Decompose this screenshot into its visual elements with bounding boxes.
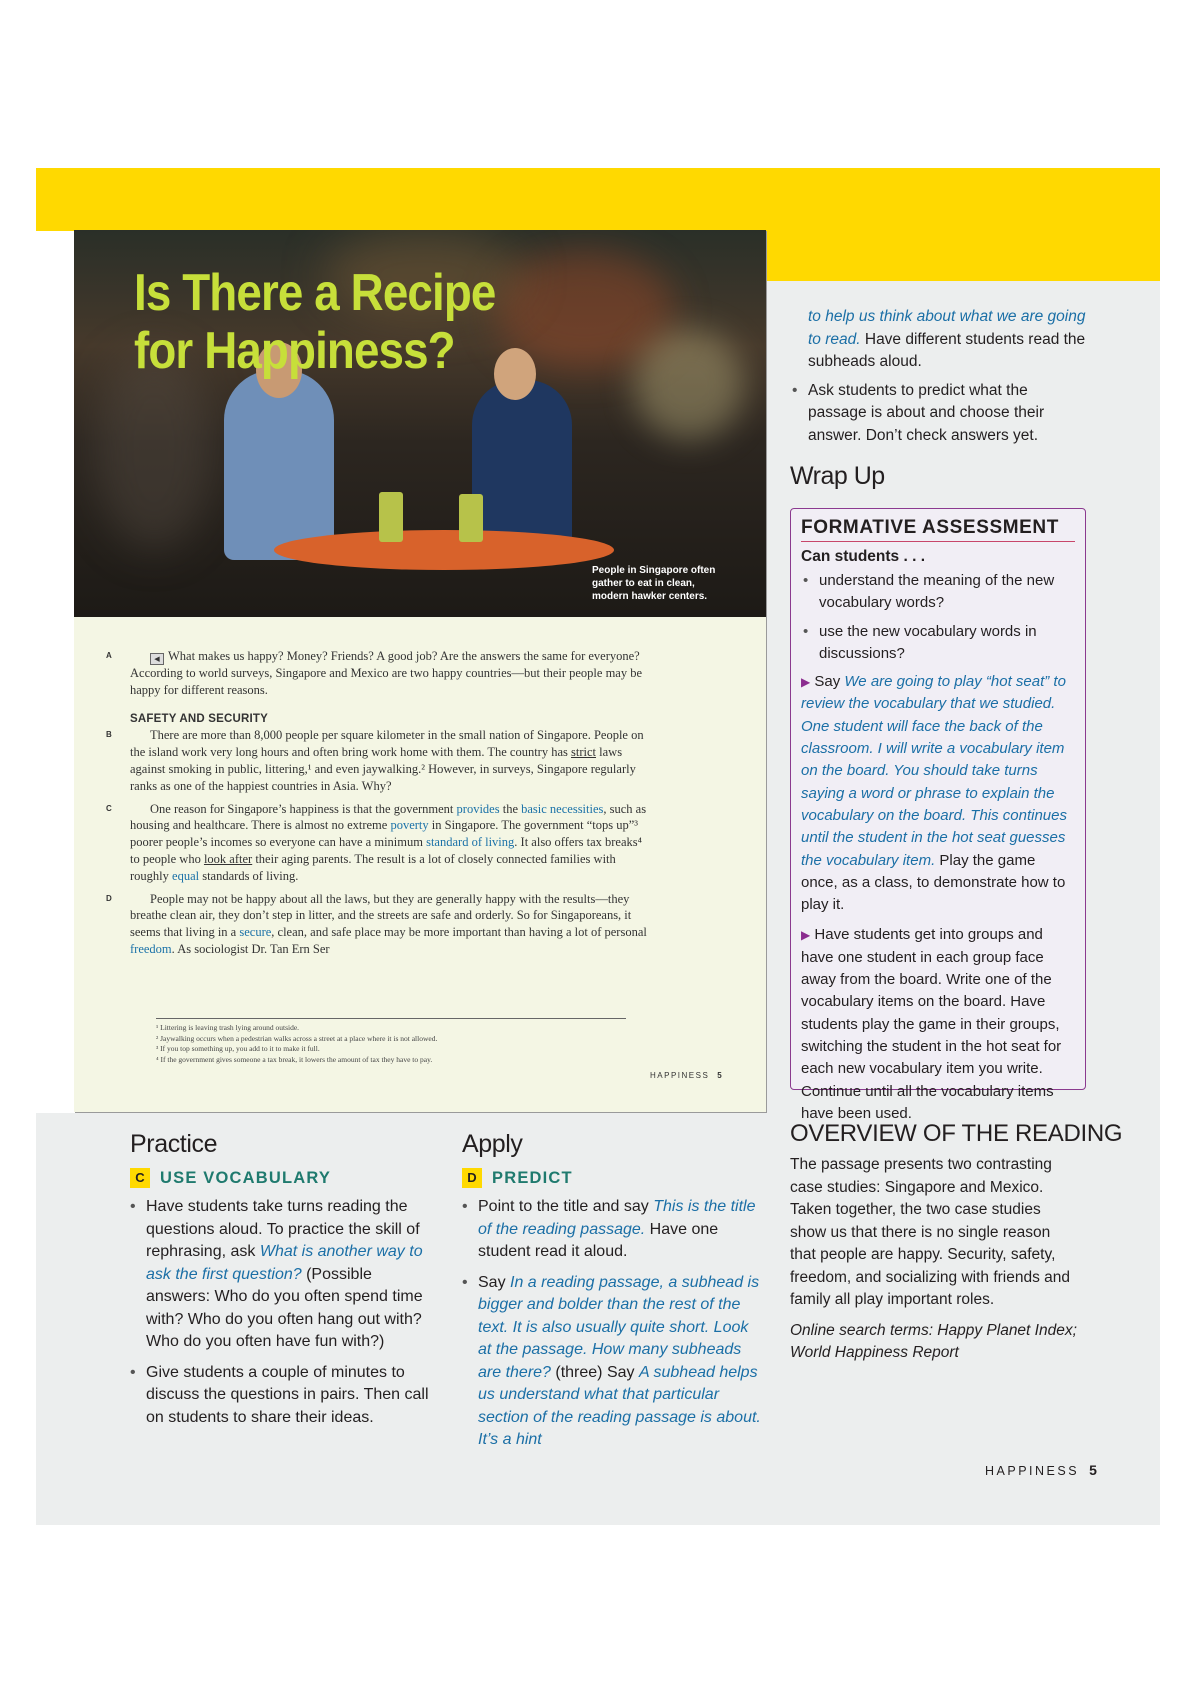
page-folio: HAPPINESS 5 bbox=[985, 1462, 1097, 1478]
fa-bullet: • understand the meaning of the new vocabulary words? bbox=[801, 570, 1075, 615]
fa-instruction-2: ▶ Have students get into groups and have one student in each group face away from the board. Write one of the vocabulary items on the board. Have students play the game in their groups, switching the student in the hot seat for each new vocabulary item you write. Continue until all the vocabulary items have been used. bbox=[801, 926, 1062, 1122]
photo-caption: People in Singapore often gather to eat in clean, modern hawker centers. bbox=[592, 565, 716, 602]
play-triangle-icon: ▶ bbox=[801, 675, 811, 690]
vocab-term: basic necessities bbox=[521, 801, 604, 816]
practice-bullet: • Give students a couple of minutes to discuss the questions in pairs. Then call on students to share their ideas. bbox=[128, 1362, 433, 1430]
man-figure bbox=[224, 370, 334, 560]
vocab-term: look after bbox=[203, 851, 253, 866]
vocab-term: freedom bbox=[130, 941, 172, 956]
footnote: ² Jaywalking occurs when a pedestrian walks across a street at a place where it is not allowed. bbox=[156, 1033, 438, 1043]
paragraph-letter: D bbox=[106, 893, 112, 903]
footnote: ⁴ If the government gives someone a tax break, it lowers the amount of tax they have to pay. bbox=[156, 1054, 433, 1064]
drink-cup bbox=[379, 492, 403, 542]
play-triangle-icon: ▶ bbox=[801, 928, 811, 943]
paragraph-letter: A bbox=[106, 651, 112, 660]
wrap-up-heading: Wrap Up bbox=[790, 462, 885, 490]
subhead-safety: SAFETY AND SECURITY bbox=[130, 712, 268, 725]
vocab-term: secure bbox=[239, 925, 272, 940]
vocab-term: strict bbox=[571, 745, 597, 760]
paragraph-a: A ◀ What makes us happy? Money? Friends? A good job? Are the answers the same for everyone? According to world surveys, Singapore and Mexico are two happy countries—but their people may be happy for different reasons. bbox=[106, 649, 643, 697]
apply-bullet: • Point to the title and say This is the title of the reading passage. Have one student read it aloud. bbox=[460, 1196, 765, 1264]
footnote: ³ If you top something up, you add to it to make it full. bbox=[156, 1044, 320, 1053]
practice-bullet: • Have students take turns reading the questions aloud. To practice the skill of rephrasing, ask What is another way to ask the first question? (Possible answers: Who do you often spend time with? Who do you often hang out with? Who do you often have fun with?) bbox=[128, 1196, 433, 1354]
overview-heading: OVERVIEW OF THE READING bbox=[790, 1120, 1123, 1147]
activity-c-label: C USE VOCABULARY bbox=[130, 1168, 331, 1188]
vocab-term: poverty bbox=[390, 818, 429, 833]
table bbox=[274, 530, 614, 570]
paragraph-d: D People may not be happy about all the laws, but they are generally happy with the results—they breathe clean air, they don’t step in litter, and the streets are safe and orderly. So for Singaporeans, it seems that living in a secure, clean, and safe place may be more important than having a lot of personal freedom. As sociologist Dr. Tan Ern Ser bbox=[106, 891, 647, 956]
page-gutter bbox=[36, 231, 76, 1113]
predict-continuation: to help us think about what we are going to read. Have different students read the subheads aloud. • Ask students to predict what the passage is about and choose their answer. Don’t check answers yet. bbox=[790, 306, 1090, 453]
reading-passage bbox=[106, 648, 650, 964]
predict-bullet: • Ask students to predict what the passage is about and choose their answer. Don’t check answers yet. bbox=[790, 380, 1090, 448]
inner-page-folio: HAPPINESS 5 bbox=[650, 1071, 722, 1080]
apply-bullet: • Say In a reading passage, a subhead is bigger and bolder than the rest of the text. It is also usually quite short. Look at the passage. How many subheads are there? (three) Say A subhead helps us understand what that particular section of the reading passage is about. It’s a hint bbox=[460, 1272, 765, 1452]
audio-icon[interactable]: ◀ bbox=[150, 653, 164, 665]
fa-instruction-1: ▶ Say We are going to play “hot seat” to review the vocabulary that we studied. One student will face the back of the classroom. I will write a vocabulary item on the board. You should take turns saying a word or phrase to explain the vocabulary on the board. This continues until the student in the hot seat guesses the vocabulary item. Play the game once, as a class, to demonstrate how to play it. bbox=[801, 673, 1067, 914]
footnote: ¹ Littering is leaving trash lying around outside. bbox=[156, 1023, 300, 1032]
paragraph-c: C One reason for Singapore’s happiness is that the government provides the basic necessities, such as housing and healthcare. There is almost no extreme poverty in Singapore. The government “tops up”³ poorer people’s incomes so everyone can have a minimum standard of living. It also offers tax breaks⁴ to people who look after their aging parents. The result is a lot of closely connected families with roughly equal standards of living. bbox=[106, 801, 647, 883]
vocab-term: standard of living bbox=[426, 835, 515, 850]
practice-heading: Practice bbox=[130, 1130, 218, 1158]
fa-bullet-list bbox=[801, 570, 1075, 665]
paragraph-letter: C bbox=[106, 803, 112, 813]
apply-heading: Apply bbox=[462, 1130, 523, 1158]
activity-badge: D bbox=[462, 1168, 482, 1188]
apply-body bbox=[460, 1196, 765, 1460]
overview-body: The passage presents two contrasting case studies: Singapore and Mexico. Taken together, the two case studies show us that there is no single reason that people are happy. Security, safety, freedom, and socializing with friends and family all play important roles. Online search terms: Happy Planet Index; World Happiness Report bbox=[790, 1154, 1080, 1365]
reading-title: Is There a Recipe for Happiness? bbox=[134, 264, 496, 380]
vocab-term: provides bbox=[456, 801, 500, 816]
fa-title: FORMATIVE ASSESSMENT bbox=[801, 517, 1075, 542]
woman-head bbox=[494, 348, 536, 400]
fa-subtitle: Can students . . . bbox=[801, 548, 926, 565]
vocab-term: equal bbox=[172, 868, 200, 883]
paragraph-b: B There are more than 8,000 people per square kilometer in the small nation of Singapore. People on the island work very long hours and often bring work home with them. The country has strict laws against smoking in public, littering,¹ and even jaywalking.² However, in surveys, Singapore regularly ranks as one of the happiest countries in Asia. Why? bbox=[106, 728, 644, 793]
fa-bullet: • use the new vocabulary words in discussions? bbox=[801, 621, 1075, 666]
footnotes bbox=[156, 1018, 626, 1065]
activity-badge: C bbox=[130, 1168, 150, 1188]
practice-body bbox=[128, 1196, 433, 1437]
hawker-center-photo bbox=[74, 230, 766, 617]
paragraph-letter: B bbox=[106, 730, 112, 740]
formative-assessment-box bbox=[790, 508, 1086, 1122]
drink-cup bbox=[459, 494, 483, 542]
activity-d-label: D PREDICT bbox=[462, 1168, 573, 1188]
search-terms: Online search terms: Happy Planet Index; World Happiness Report bbox=[790, 1321, 1077, 1361]
